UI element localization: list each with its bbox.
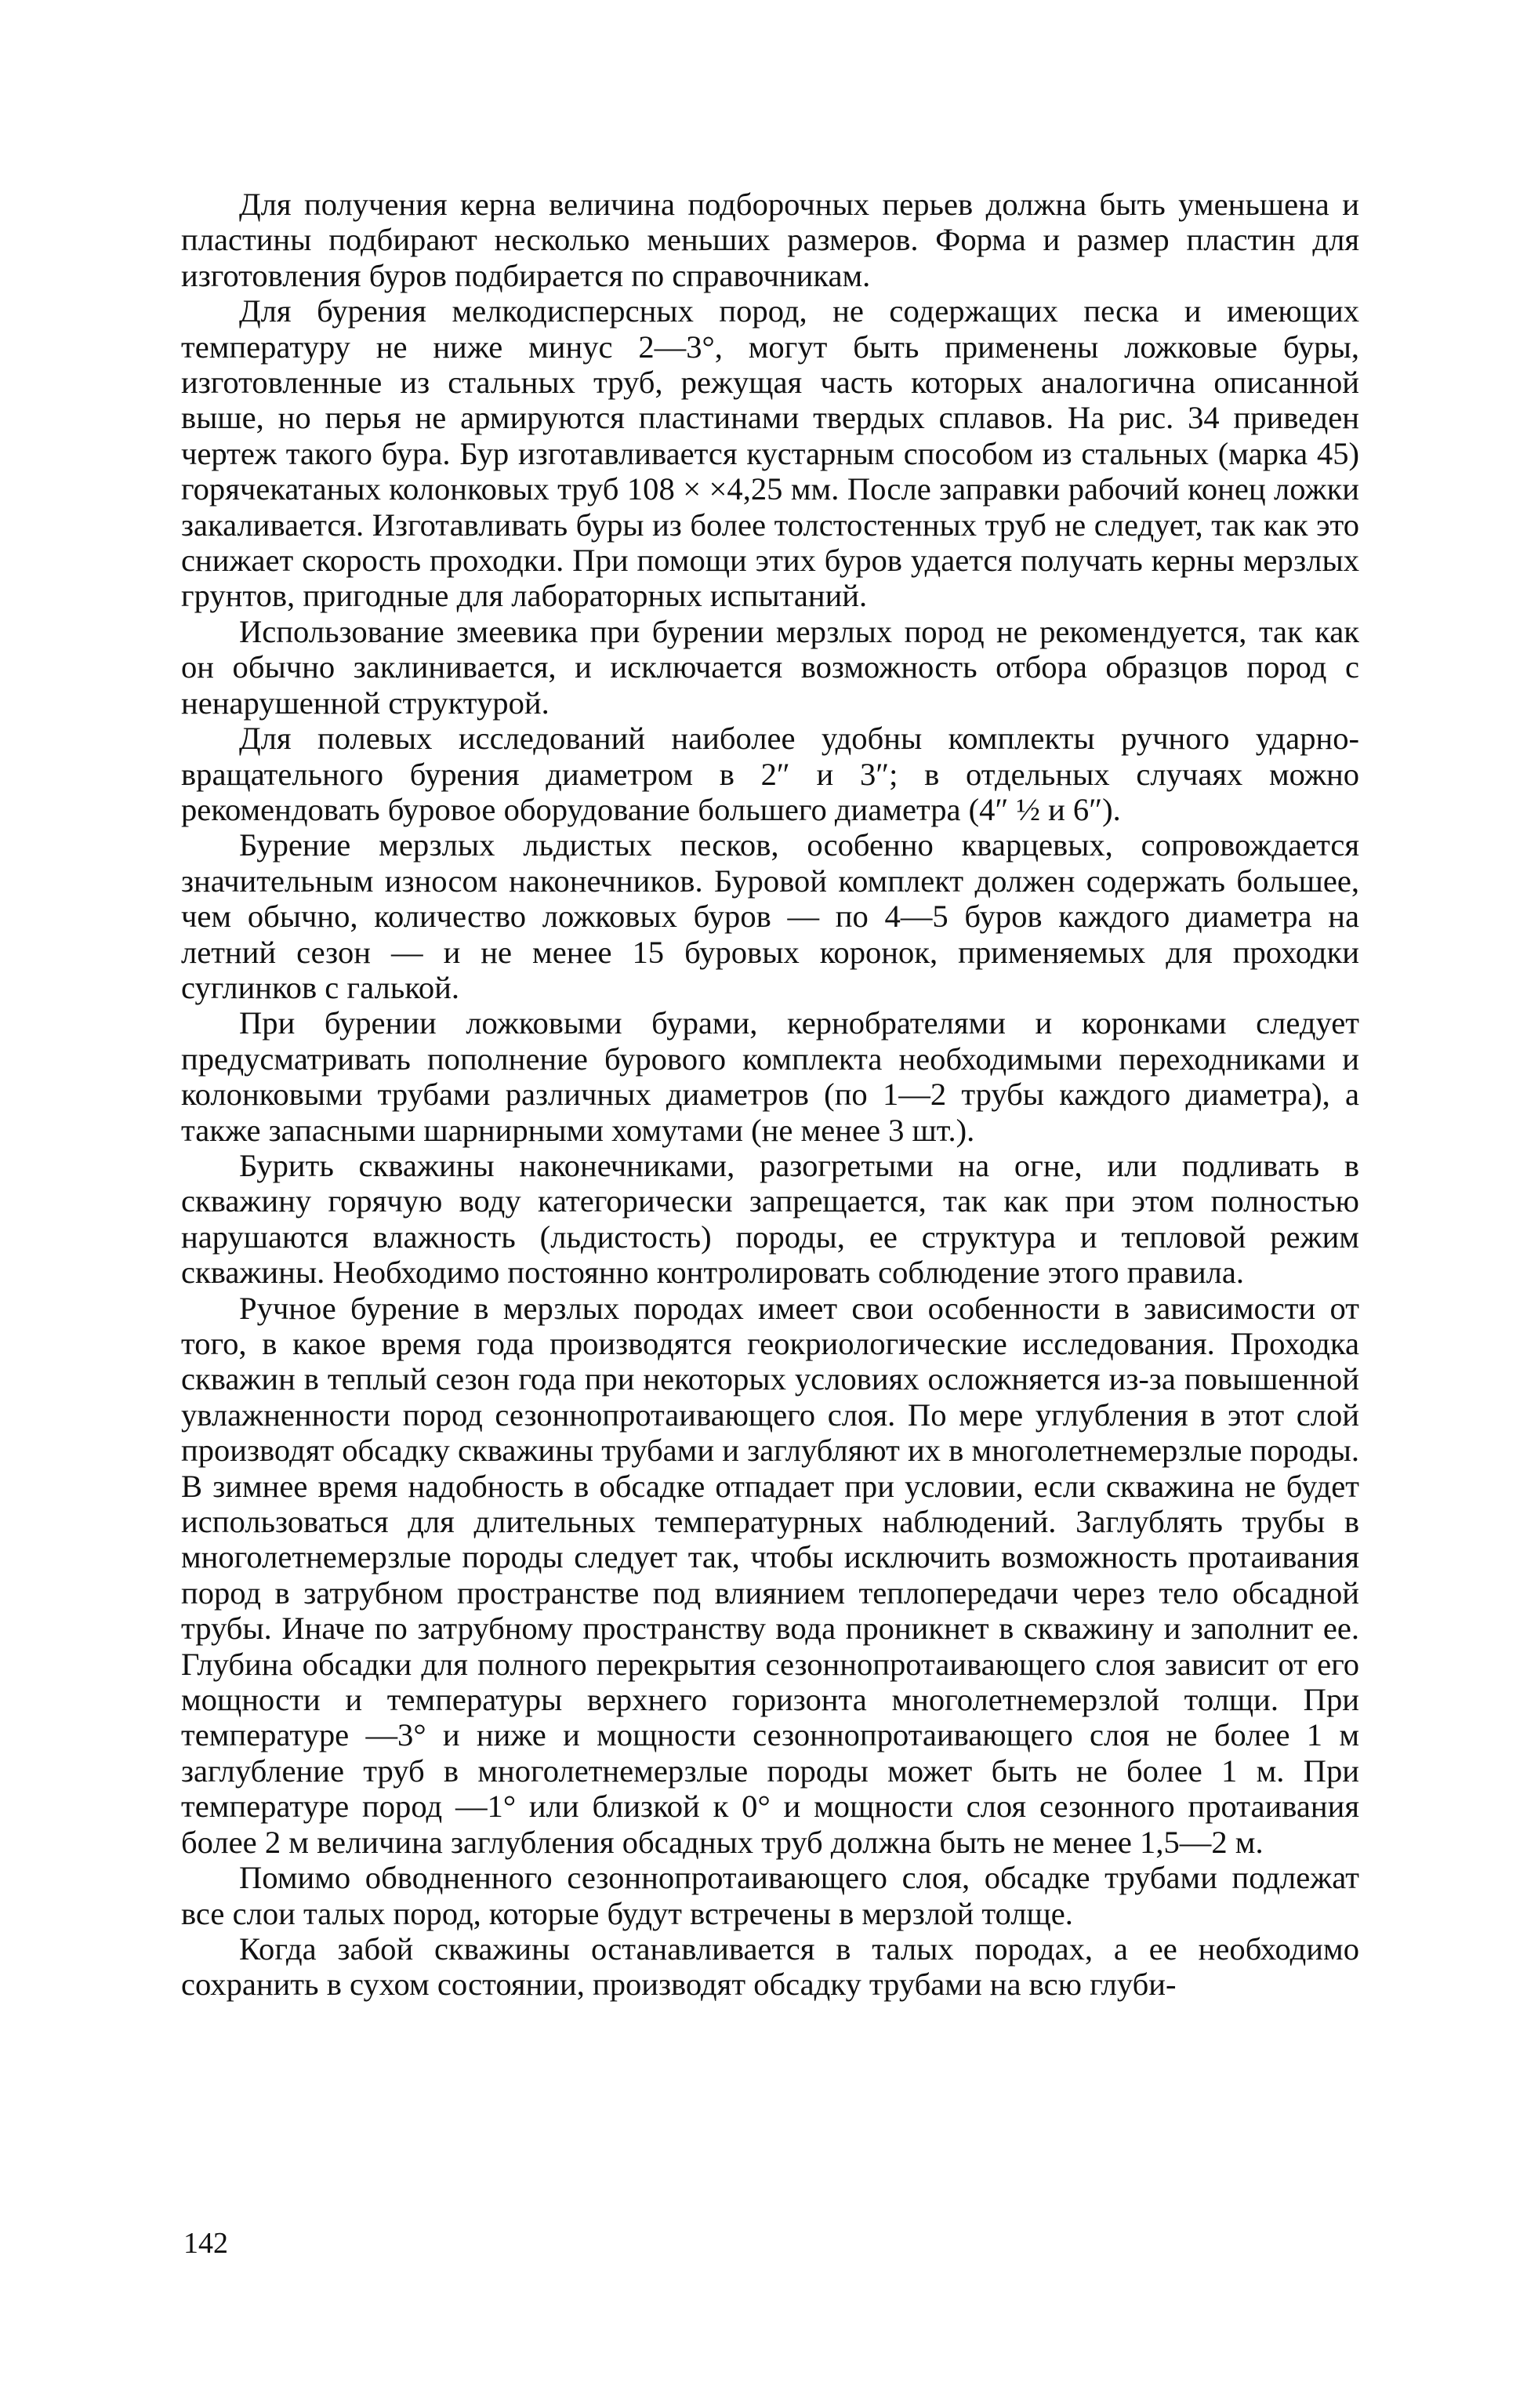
paragraph-7: Бурить скважины наконечниками, разогретыми на огне, или подливать в скважину горячую воду категорически запрещается, так как при этом полностью нарушаются влажность (льдистость) породы, ее структура и тепловой режим скважины. Необходимо постоянно контролировать соблюдение этого правила.	[181, 1147, 1359, 1291]
paragraph-2: Для бурения мелкодисперсных пород, не содержащих песка и имеющих температуру не ниже минус 2—3°, могут быть применены ложковые буры, изготовленные из стальных труб, режущая часть которых аналогична описанной выше, но перья не армируются пластинами твердых сплавов. На рис. 34 приведен чертеж такого бура. Бур изготавливается кустарным способом из стальных (марка 45) горячекатаных колонковых труб 108 × ×4,25 мм. После заправки рабочий конец ложки закаливается. Изготавливать буры из более толстостенных труб не следует, так как это снижает скорость проходки. При помощи этих буров удается получать керны мерзлых грунтов, пригодные для лабораторных испытаний.	[181, 293, 1359, 614]
paragraph-8: Ручное бурение в мерзлых породах имеет свои особенности в зависимости от того, в какое время года производятся геокриологические исследования. Проходка скважин в теплый сезон года при некоторых условиях осложняется из-за повышенной увлажненности пород сезоннопротаивающего слоя. По мере углубления в этот слой производят обсадку скважины трубами и заглубляют их в многолетнемерзлые породы. В зимнее время надобность в обсадке отпадает при условии, если скважина не будет использоваться для длительных температурных наблюдений. Заглублять трубы в многолетнемерзлые породы следует так, чтобы исключить возможность протаивания пород в затрубном пространстве под влиянием теплопередачи через тело обсадной трубы. Иначе по затрубному пространству вода проникнет в скважину и заполнит ее. Глубина обсадки для полного перекрытия сезоннопротаивающего слоя зависит от его мощности и температуры верхнего горизонта многолетнемерзлой толщи. При температуре —3° и ниже и мощности сезоннопротаивающего слоя не более 1 м заглубление труб в многолетнемерзлые породы может быть не более 1 м. При температуре пород —1° или близкой к 0° и мощности слоя сезонного протаивания более 2 м величина заглубления обсадных труб должна быть не менее 1,5—2 м.	[181, 1290, 1359, 1860]
paragraph-9: Помимо обводненного сезоннопротаивающего слоя, обсадке трубами подлежат все слои талых пород, которые будут встречены в мерзлой толще.	[181, 1860, 1359, 1931]
paragraph-3: Использование змеевика при бурении мерзлых пород не рекомендуется, так как он обычно заклинивается, и исключается возможность отбора образцов пород с ненарушенной структурой.	[181, 613, 1359, 721]
paragraph-10: Когда забой скважины останавливается в талых породах, а ее необходимо сохранить в сухом состоянии, производят обсадку трубами на всю глуби-	[181, 1930, 1359, 2003]
page-number: 142	[183, 2227, 228, 2260]
paragraph-6: При бурении ложковыми бурами, кернобрателями и коронками следует предусматривать пополнение бурового комплекта необходимыми переходниками и колонковыми трубами различных диаметров (по 1—2 трубы каждого диаметра), а также запасными шарнирными хомутами (не менее 3 шт.).	[181, 1005, 1359, 1148]
paragraph-1: Для получения керна величина подборочных перьев должна быть уменьшена и пластины подбирают несколько меньших размеров. Форма и размер пластин для изготовления буров подбирается по справочникам.	[181, 187, 1359, 293]
page-body	[181, 187, 1359, 2003]
paragraph-4: Для полевых исследований наиболее удобны комплекты ручного ударно-вращательного бурения диаметром в 2″ и 3″; в отдельных случаях можно рекомендовать буровое оборудование большего диаметра (4″ ½ и 6″).	[181, 721, 1359, 827]
paragraph-5: Бурение мерзлых льдистых песков, особенно кварцевых, сопровождается значительным износом наконечников. Буровой комплект должен содержать большее, чем обычно, количество ложковых буров — по 4—5 буров каждого диаметра на летний сезон — и не менее 15 буровых коронок, применяемых для проходки суглинков с галькой.	[181, 827, 1359, 1005]
